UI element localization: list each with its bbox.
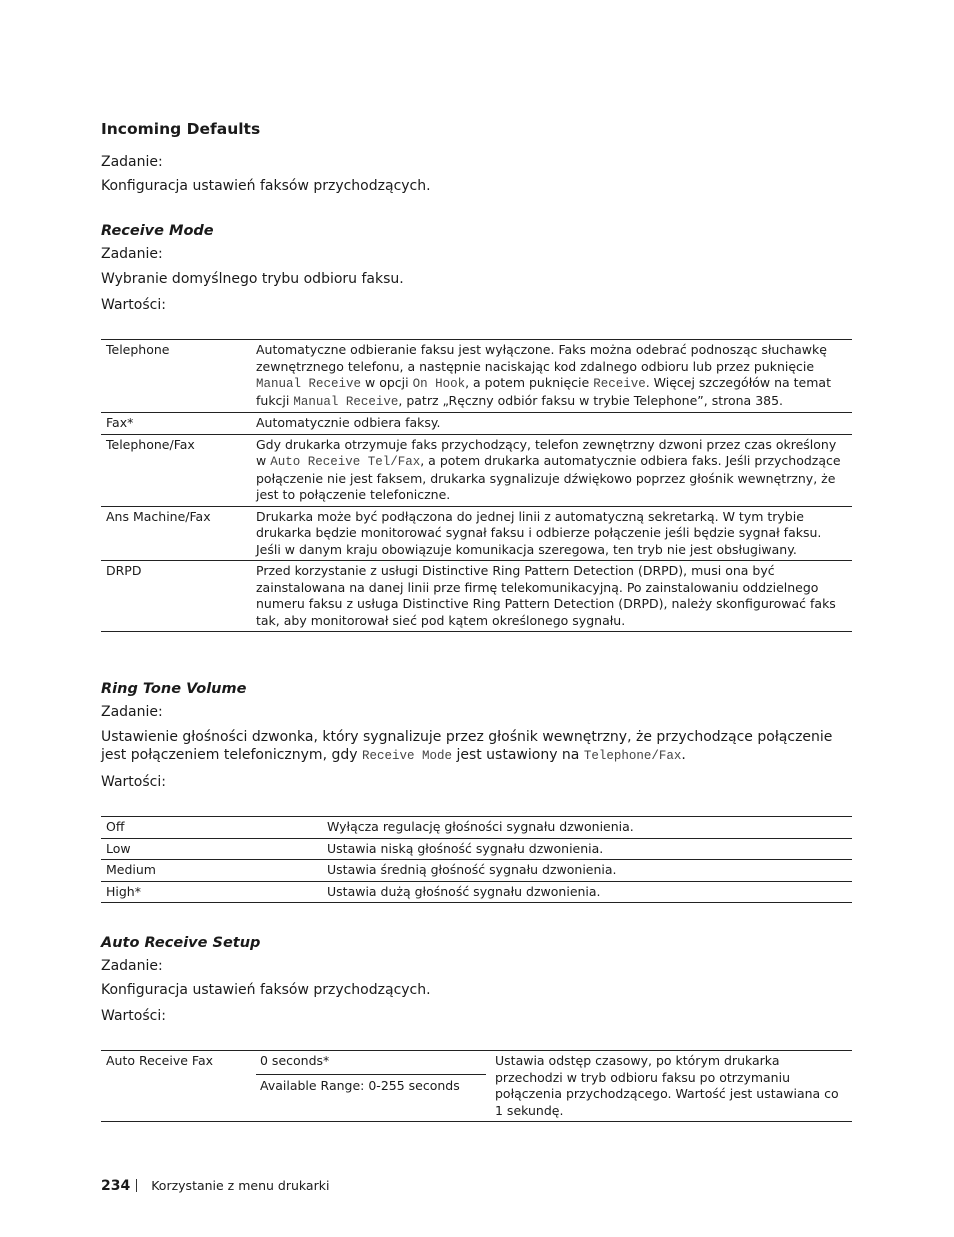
setting-name: Auto Receive Fax (106, 1053, 214, 1068)
text-run: , a potem puknięcie (465, 375, 594, 390)
option-description (251, 506, 852, 561)
section-title: Incoming Defaults (101, 120, 261, 138)
option-name: Telephone (106, 342, 170, 357)
task-label: Zadanie: (101, 154, 163, 170)
option-description (251, 413, 852, 435)
text-run: Ustawienie głośności dzwonka, który sygnalizuje przez głośnik wewnętrzny, że przychodzące połączenie jest połączeniem telefonicznym, gdy (101, 729, 833, 763)
text-run: Drukarka może być podłączona do jednej linii z automatyczną sekretarką. W tym trybie drukarka będzie monitorować sygnał faksu i odbierze połączenie jeśli będzie sygnał faksu. Jeśli w danym kraju obowiązuje komunikacja szeregowa, ten tryb nie jest obsługiwany. (256, 508, 822, 557)
text-run: Przed korzystanie z usługi Distinctive Ring Pattern Detection (DRPD), musi ona być zainstalowana na danej linii prze firmę telekomunikacyjną. Po zainstalowaniu oddzielnego numeru faksu z usługa Distinctive Ring Pattern Detection (DRPD), należy skonfigurować faks tak, aby monitorował sieć pod kątem określonego sygnału. (256, 563, 836, 628)
task-label: Zadanie: (101, 246, 163, 262)
table-row (101, 881, 852, 903)
option-description: Wyłącza regulację głośności sygnału dzwonienia. (327, 819, 634, 834)
option-name: Low (106, 840, 131, 856)
option-description (251, 561, 852, 632)
chapter-title: Korzystanie z menu drukarki (151, 1178, 330, 1193)
auto-receive-table (101, 1050, 852, 1122)
page-footer (101, 1178, 329, 1194)
setting-range: Available Range: 0-255 seconds (260, 1077, 460, 1093)
code-term: Auto Receive Tel/Fax (270, 455, 421, 469)
option-description (251, 434, 852, 506)
ring-tone-title: Ring Tone Volume (101, 681, 247, 697)
text-run: Automatycznie odbiera faksy. (256, 415, 441, 430)
table-row (101, 434, 852, 506)
page-number: 234 (101, 1178, 131, 1194)
option-name: Ans Machine/Fax (106, 508, 211, 524)
option-description (251, 340, 852, 413)
text-run: w opcji (361, 375, 413, 390)
code-term: Manual Receive (293, 394, 399, 409)
option-description: Ustawia średnią głośność sygnału dzwonienia. (327, 862, 617, 877)
receive-mode-table (101, 339, 852, 632)
table-row (101, 838, 852, 860)
text-run: Gdy drukarka otrzymuje faks przychodzący, telefon zewnętrzny dzwoni przez czas określony w (256, 436, 837, 468)
table-row (101, 561, 852, 632)
task-label: Zadanie: (101, 704, 163, 720)
option-name: High* (106, 883, 141, 899)
ring-tone-task (101, 728, 852, 765)
text-run: . (681, 747, 686, 763)
values-label: Wartości: (101, 297, 166, 313)
option-description: Ustawia niską głośność sygnału dzwonienia. (327, 840, 604, 856)
setting-description: Ustawia odstęp czasowy, po którym drukarka przechodzi w tryb odbioru faksu po otrzymaniu połączenia przychodzącego. Wartość jest ustawiana co 1 sekundę. (495, 1053, 839, 1118)
table-row (101, 1051, 852, 1122)
task-label: Zadanie: (101, 958, 163, 974)
table-row (101, 340, 852, 413)
text-run: , a potem drukarka automatycznie odbiera faks. Jeśli przychodzące połączenie nie jest faksem, drukarka sygnalizuje dźwiękowo poprzez głośnik wewnętrzny, że jest to połączenie telefoniczne. (256, 453, 841, 502)
option-name: DRPD (106, 563, 142, 578)
option-name: Telephone/Fax (106, 436, 195, 452)
table-row (101, 860, 852, 882)
footer-divider (136, 1179, 137, 1192)
table-row (101, 817, 852, 839)
code-term: On Hook (412, 377, 466, 391)
table-row (101, 506, 852, 561)
code-term: Receive Mode (361, 749, 452, 763)
intro-text: Konfiguracja ustawień faksów przychodzących. (101, 178, 431, 194)
table-row (101, 413, 852, 435)
auto-receive-task: Konfiguracja ustawień faksów przychodzących. (101, 982, 431, 998)
option-name: Fax* (106, 415, 134, 430)
values-label: Wartości: (101, 1008, 166, 1024)
auto-receive-title: Auto Receive Setup (101, 935, 261, 951)
text-run: jest ustawiony na (452, 747, 584, 763)
text-run: . Więcej szczegółów na temat fukcji (256, 375, 831, 408)
code-term: Receive (593, 377, 646, 391)
values-label: Wartości: (101, 774, 166, 790)
receive-mode-task: Wybranie domyślnego trybu odbioru faksu. (101, 271, 404, 287)
setting-default: 0 seconds* (256, 1051, 486, 1075)
receive-mode-title: Receive Mode (101, 223, 214, 239)
code-term: Telephone/Fax (583, 749, 682, 763)
option-description: Ustawia dużą głośność sygnału dzwonienia. (327, 883, 601, 899)
option-name: Off (106, 819, 125, 834)
ring-tone-table (101, 816, 852, 903)
text-run: , patrz „Ręczny odbiór faksu w trybie Telephone”, strona 385. (398, 392, 784, 408)
code-term: Manual Receive (256, 377, 362, 391)
option-name: Medium (106, 862, 156, 877)
text-run: Automatyczne odbieranie faksu jest wyłączone. Faks można odebrać podnosząc słuchawkę zewnętrznego telefonu, a następnie naciskając kod zdalnego odbioru lub przez puknięcie (256, 342, 827, 374)
